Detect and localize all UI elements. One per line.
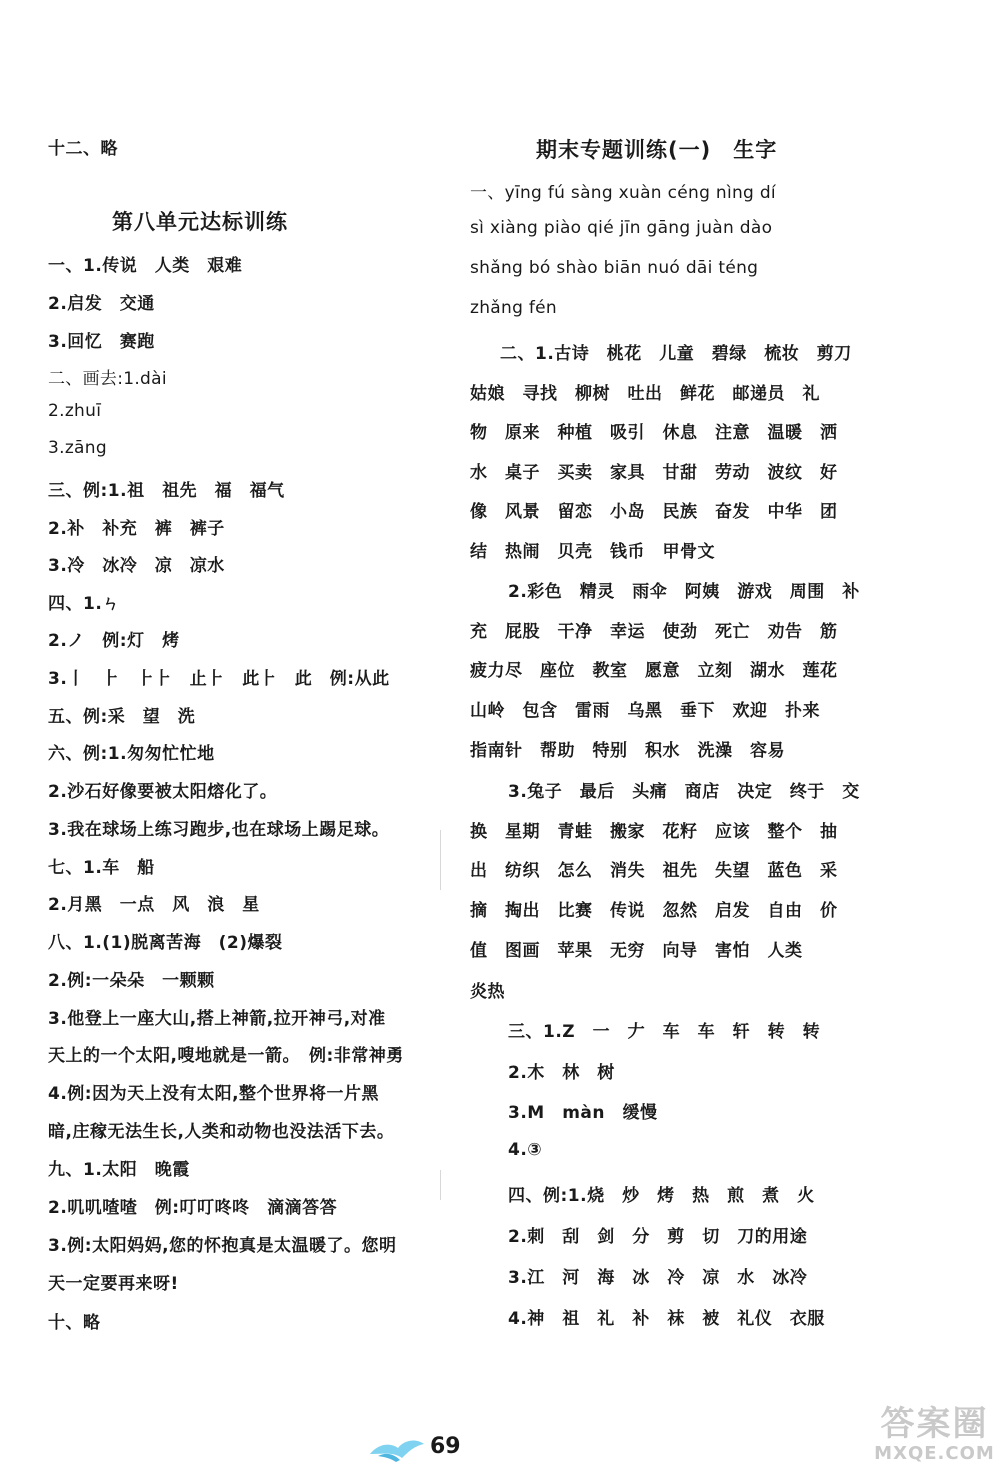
answer-line: 3.zāng (48, 438, 107, 458)
answer-line: 4.神 祖 礼 补 袜 被 礼仪 衣服 (508, 1309, 825, 1329)
answer-line: 指南针 帮助 特别 积水 洗澡 容易 (470, 741, 785, 761)
answer-line: 炎热 (470, 982, 505, 1002)
answer-line: zhǎng fén (470, 298, 558, 318)
answer-line: 3.他登上一座大山,搭上神箭,拉开神弓,对准 (48, 1009, 386, 1029)
answer-line: 2.补 补充 裤 裤子 (48, 519, 225, 539)
answer-line: 暗,庄稼无法生长,人类和动物也没法活下去。 (48, 1122, 395, 1142)
answer-line: 2.例:一朵朵 一颗颗 (48, 971, 215, 991)
answer-line: 换 星期 青蛙 搬家 花籽 应该 整个 抽 (470, 822, 838, 842)
page-number: 69 (430, 1434, 461, 1459)
answer-line: 七、1.车 船 (48, 858, 155, 878)
answer-line: 2.刺 刮 剑 分 剪 切 刀的用途 (508, 1227, 808, 1247)
answer-line: 3.丨 ⺊ ⺊⺊ 止⺊ 此⺊ 此 例:从此 (48, 669, 390, 689)
answer-line: 出 纺织 怎么 消失 祖先 失望 蓝色 采 (470, 861, 838, 881)
section-heading: 期末专题训练(一) 生字 (536, 138, 778, 162)
watermark-logo (872, 1405, 997, 1473)
answer-line: 结 热闹 贝壳 钱币 甲骨文 (470, 542, 715, 562)
answer-line: 2.木 林 树 (508, 1063, 615, 1083)
answer-line: 3.M màn 缓慢 (508, 1103, 658, 1123)
page-footer (368, 1432, 488, 1466)
answer-line: 2.彩色 精灵 雨伞 阿姨 游戏 周围 补 (508, 582, 860, 602)
answer-line: 2.ノ 例:灯 烤 (48, 631, 180, 651)
section-heading: 第八单元达标训练 (112, 210, 288, 234)
answer-line: sì xiàng piào qié jīn gāng juàn dào (470, 218, 773, 238)
answer-line: 三、例:1.祖 祖先 福 福气 (48, 481, 285, 501)
answer-line: 3.例:太阳妈妈,您的怀抱真是太温暖了。您明 (48, 1236, 397, 1256)
answer-line: 3.兔子 最后 头痛 商店 决定 终于 交 (508, 782, 860, 802)
answer-line: 天一定要再来呀! (48, 1274, 179, 1294)
answer-line: shǎng bó shào biān nuó dāi téng (470, 258, 759, 278)
answer-line: 山岭 包含 雷雨 乌黑 垂下 欢迎 扑来 (470, 701, 820, 721)
answer-line: 疲力尽 座位 教室 愿意 立刻 湖水 莲花 (470, 661, 838, 681)
answer-line: 2.月黑 一点 风 浪 星 (48, 895, 260, 915)
answer-line: 五、例:采 望 洗 (48, 707, 196, 727)
answer-line: 2.叽叽喳喳 例:叮叮咚咚 滴滴答答 (48, 1198, 338, 1218)
answer-line: 像 风景 留恋 小岛 民族 奋发 中华 团 (470, 502, 838, 522)
watermark-url: MXQE.COM (874, 1443, 995, 1464)
bird-icon (368, 1436, 426, 1466)
answer-line: 2.启发 交通 (48, 294, 155, 314)
answer-line: 天上的一个太阳,嗖地就是一箭。 例:非常神勇 (48, 1046, 404, 1066)
answer-line: 3.江 河 海 冰 冷 凉 水 冰冷 (508, 1268, 808, 1288)
answer-line: 八、1.(1)脱离苦海 (2)爆裂 (48, 933, 283, 953)
gutter-mark (440, 830, 441, 890)
answer-line: 三、1.Z 一 𠂇 车 车 轩 转 转 (508, 1022, 821, 1042)
answer-line: 物 原来 种植 吸引 休息 注意 温暖 洒 (470, 423, 838, 443)
answer-line: 3.我在球场上练习跑步,也在球场上踢足球。 (48, 820, 390, 840)
answer-line: 摘 掏出 比赛 传说 忽然 启发 自由 价 (470, 901, 838, 921)
answer-line: 2.沙石好像要被太阳熔化了。 (48, 782, 278, 802)
answer-line: 水 桌子 买卖 家具 甘甜 劳动 波纹 好 (470, 463, 838, 483)
answer-line: 2.zhuī (48, 401, 102, 421)
answer-line: 九、1.太阳 晚霞 (48, 1160, 190, 1180)
gutter-mark (440, 1170, 441, 1200)
answer-line: 二、1.古诗 桃花 儿童 碧绿 梳妆 剪刀 (500, 344, 852, 364)
answer-line: 充 屁股 干净 幸运 使劲 死亡 劝告 筋 (470, 622, 838, 642)
answer-line: 4.例:因为天上没有太阳,整个世界将一片黑 (48, 1084, 380, 1104)
answer-line: 四、1.ㄣ (48, 594, 120, 614)
answer-line: 十、略 (48, 1313, 101, 1333)
answer-line: 4.③ (508, 1140, 543, 1160)
answer-line: 姑娘 寻找 柳树 吐出 鲜花 邮递员 礼 (470, 384, 820, 404)
answer-line: 3.冷 冰冷 凉 凉水 (48, 556, 225, 576)
answer-line: 六、例:1.匆匆忙忙地 (48, 744, 215, 764)
answer-line: 值 图画 苹果 无穷 向导 害怕 人类 (470, 941, 803, 961)
answer-line: 3.回忆 赛跑 (48, 332, 155, 352)
answer-line: 一、yīng fú sàng xuàn céng nìng dí (470, 183, 776, 203)
watermark-text: 答案圈 (880, 1404, 989, 1444)
answer-line: 一、1.传说 人类 艰难 (48, 256, 243, 276)
answer-line: 二、画去:1.dài (48, 369, 167, 389)
answer-line: 四、例:1.烧 炒 烤 热 煎 煮 火 (508, 1186, 815, 1206)
section-item: 十二、略 (48, 139, 118, 159)
